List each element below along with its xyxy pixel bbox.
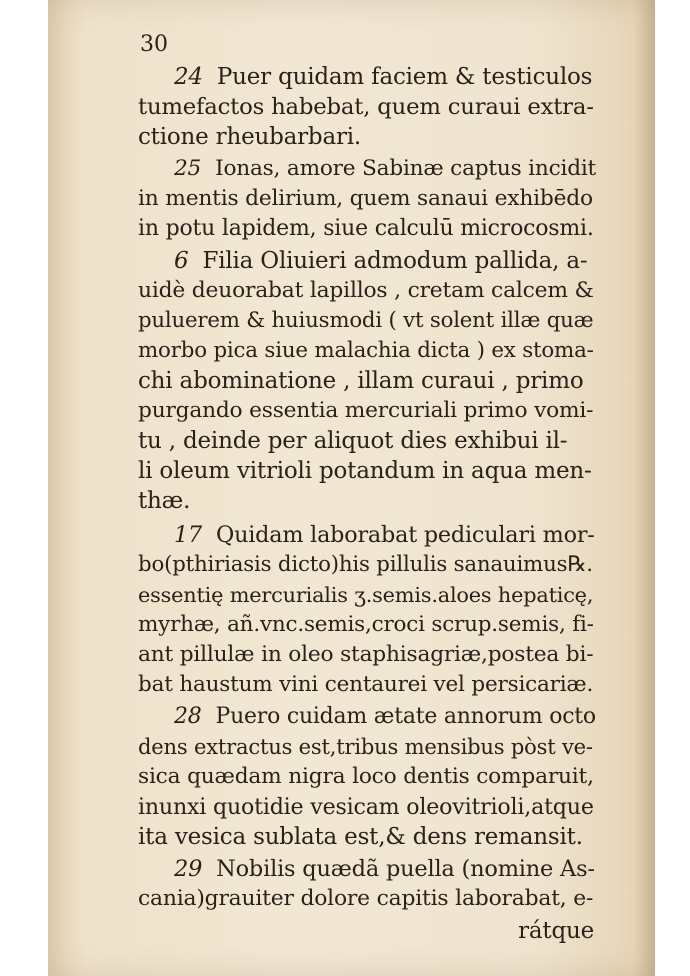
entry-17-line-1: 17 Quidam laborabat pediculari mor- xyxy=(174,522,595,548)
entry-6-line-9: thæ. xyxy=(138,488,191,514)
entry-6-line-4: morbo pica siue malachia dicta ) ex stoma- xyxy=(138,338,594,363)
page-number: 30 xyxy=(140,32,168,57)
scan-margin-left xyxy=(0,0,48,976)
entry-number: 6 xyxy=(174,248,189,274)
entry-number: 24 xyxy=(174,64,203,90)
entry-6-line-6: purgando essentia mercuriali primo vomi- xyxy=(138,398,594,423)
entry-17-line-5: ant pillulæ in oleo staphisagriæ,postea bi- xyxy=(138,642,594,667)
entry-28-line-1: 28 Puero cuidam ætate annorum octo xyxy=(174,704,596,729)
scan-margin-right xyxy=(655,0,690,976)
entry-17-line-3: essentię mercurialis ʒ.semis.aloes hepaticę, xyxy=(138,583,594,607)
entry-6-line-7: tu , deinde per aliquot dies exhibui il- xyxy=(138,428,568,454)
entry-6-line-2: uidè deuorabat lapillos , cretam calcem & xyxy=(138,278,594,303)
entry-6-line-1: 6 Filia Oliuieri admodum pallida, a- xyxy=(174,248,588,274)
entry-25-line-1: 25 Ionas, amore Sabinæ captus incidit xyxy=(174,156,597,181)
entry-28-line-3: sica quædam nigra loco dentis comparuit, xyxy=(138,764,594,789)
catchword: rátque xyxy=(518,918,594,944)
entry-24-line-2: tumefactos habebat, quem curaui extra- xyxy=(138,94,594,120)
entry-24-line-3: ctione rheubarbari. xyxy=(138,124,362,150)
entry-6-line-5: chi abominatione , illam curaui , primo xyxy=(138,368,584,394)
entry-17-line-2: bo(pthiriasis dicto)his pillulis sanauimus℞. xyxy=(138,552,593,577)
entry-number: 29 xyxy=(174,856,203,882)
entry-24-line-1: 24 Puer quidam faciem & testiculos xyxy=(174,64,593,90)
entry-number: 28 xyxy=(174,704,202,729)
entry-28-line-5: ita vesica sublata est,& dens remansit. xyxy=(138,824,583,850)
entry-28-line-2: dens extractus est,tribus mensibus pòst ve- xyxy=(138,734,593,759)
entry-28-line-4: inunxi quotidie vesicam oleovitrioli,atque xyxy=(138,794,594,820)
entry-6-line-8: li oleum vitrioli potandum in aqua men- xyxy=(138,458,592,484)
entry-25-line-3: in potu lapidem, siue calculū microcosmi. xyxy=(138,216,594,241)
entry-17-line-6: bat haustum vini centaurei vel persicariæ. xyxy=(138,672,594,697)
entry-29-line-1: 29 Nobilis quædã puella (nomine As- xyxy=(174,856,595,882)
entry-6-line-3: puluerem & huiusmodi ( vt solent illæ quæ xyxy=(138,308,594,333)
entry-17-line-4: myrhæ, añ.vnc.semis,croci scrup.semis, fi- xyxy=(138,612,594,637)
entry-number: 17 xyxy=(174,522,202,548)
entry-number: 25 xyxy=(174,156,202,181)
entry-25-line-2: in mentis delirium, quem sanaui exhibēdo xyxy=(138,186,593,211)
entry-29-line-2: cania)grauiter dolore capitis laborabat, e- xyxy=(138,886,594,911)
